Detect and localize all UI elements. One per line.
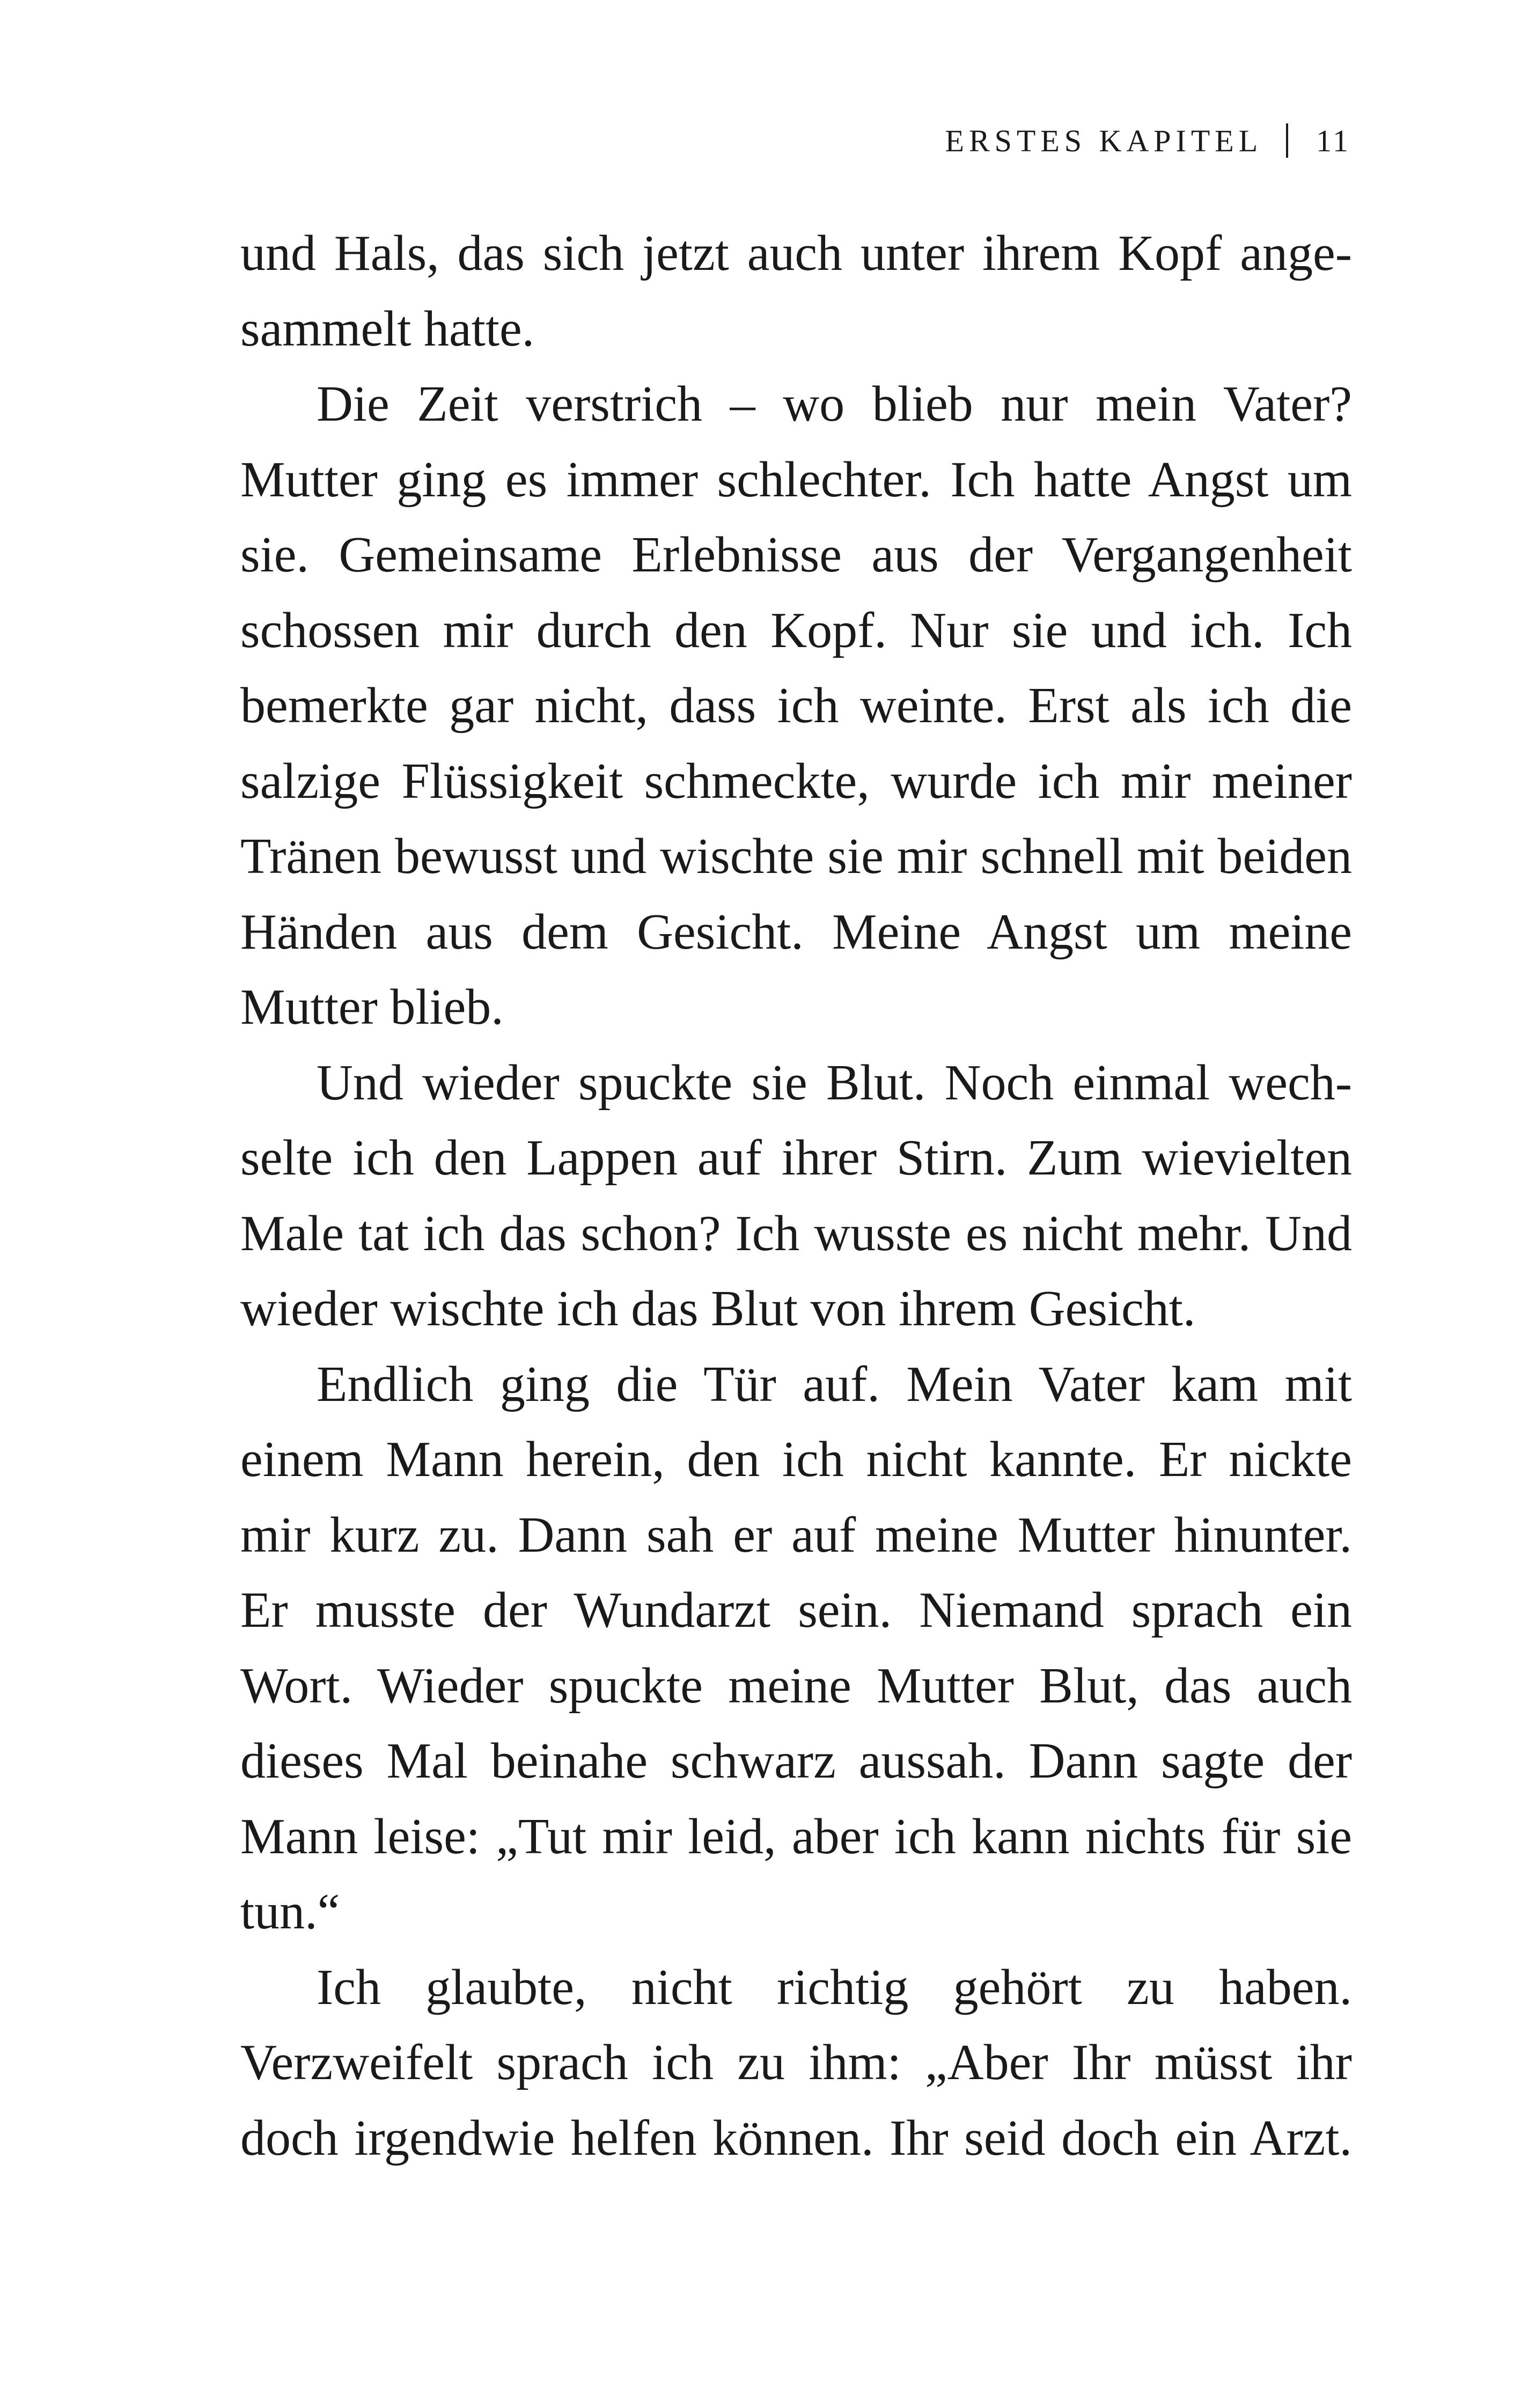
paragraph: und Hals, das sich jetzt auch unter ihrem Kopf angesammelt hatte. [240, 225, 1352, 357]
page-number: 11 [1316, 123, 1350, 158]
running-head-separator [1286, 123, 1288, 158]
body-text [240, 216, 1352, 2176]
paragraph: Ich glaubte, nicht richtig gehört zu haben. Verzweifelt sprach ich zu ihm: „Aber Ihr müsst ihr doch irgendwie helfen können. Ihr seid doch ein Arzt. [240, 1959, 1352, 2166]
paragraph: Endlich ging die Tür auf. Mein Vater kam mit einem Mann herein, den ich nicht kannte. Er nickte mir kurz zu. Dann sah er auf meine Mutter hinunter. Er musste der Wundarzt sein. Niemand sprach ein Wort. Wieder spuckte meine Mutter Blut, das auch dieses Mal beinahe schwarz aussah. Dann sagte der Mann leise: „Tut mir leid, aber ich kann nichts für sie tun.“ [240, 1356, 1352, 1940]
paragraph: Die Zeit verstrich – wo blieb nur mein Vater? Mutter ging es immer schlechter. Ich hatte Angst um sie. Gemeinsame Erlebnisse aus der Vergangenheit schossen mir durch den Kopf. Nur sie und ich. Ich bemerkte gar nicht, dass ich weinte. Erst als ich die salzige Flüssigkeit schmeckte, wurde ich mir meiner Tränen bewusst und wischte sie mir schnell mit beiden Händen aus dem Gesicht. Meine Angst um meine Mutter blieb. [240, 376, 1352, 1035]
chapter-title: ERSTES KAPITEL [945, 123, 1263, 158]
running-head [945, 119, 1350, 162]
paragraph: Und wieder spuckte sie Blut. Noch einmal wechselte ich den Lappen auf ihrer Stirn. Zum wievielten Male tat ich das schon? Ich wusste es nicht mehr. Und wieder wischte ich das Blut von ihrem Gesicht. [240, 1054, 1352, 1337]
